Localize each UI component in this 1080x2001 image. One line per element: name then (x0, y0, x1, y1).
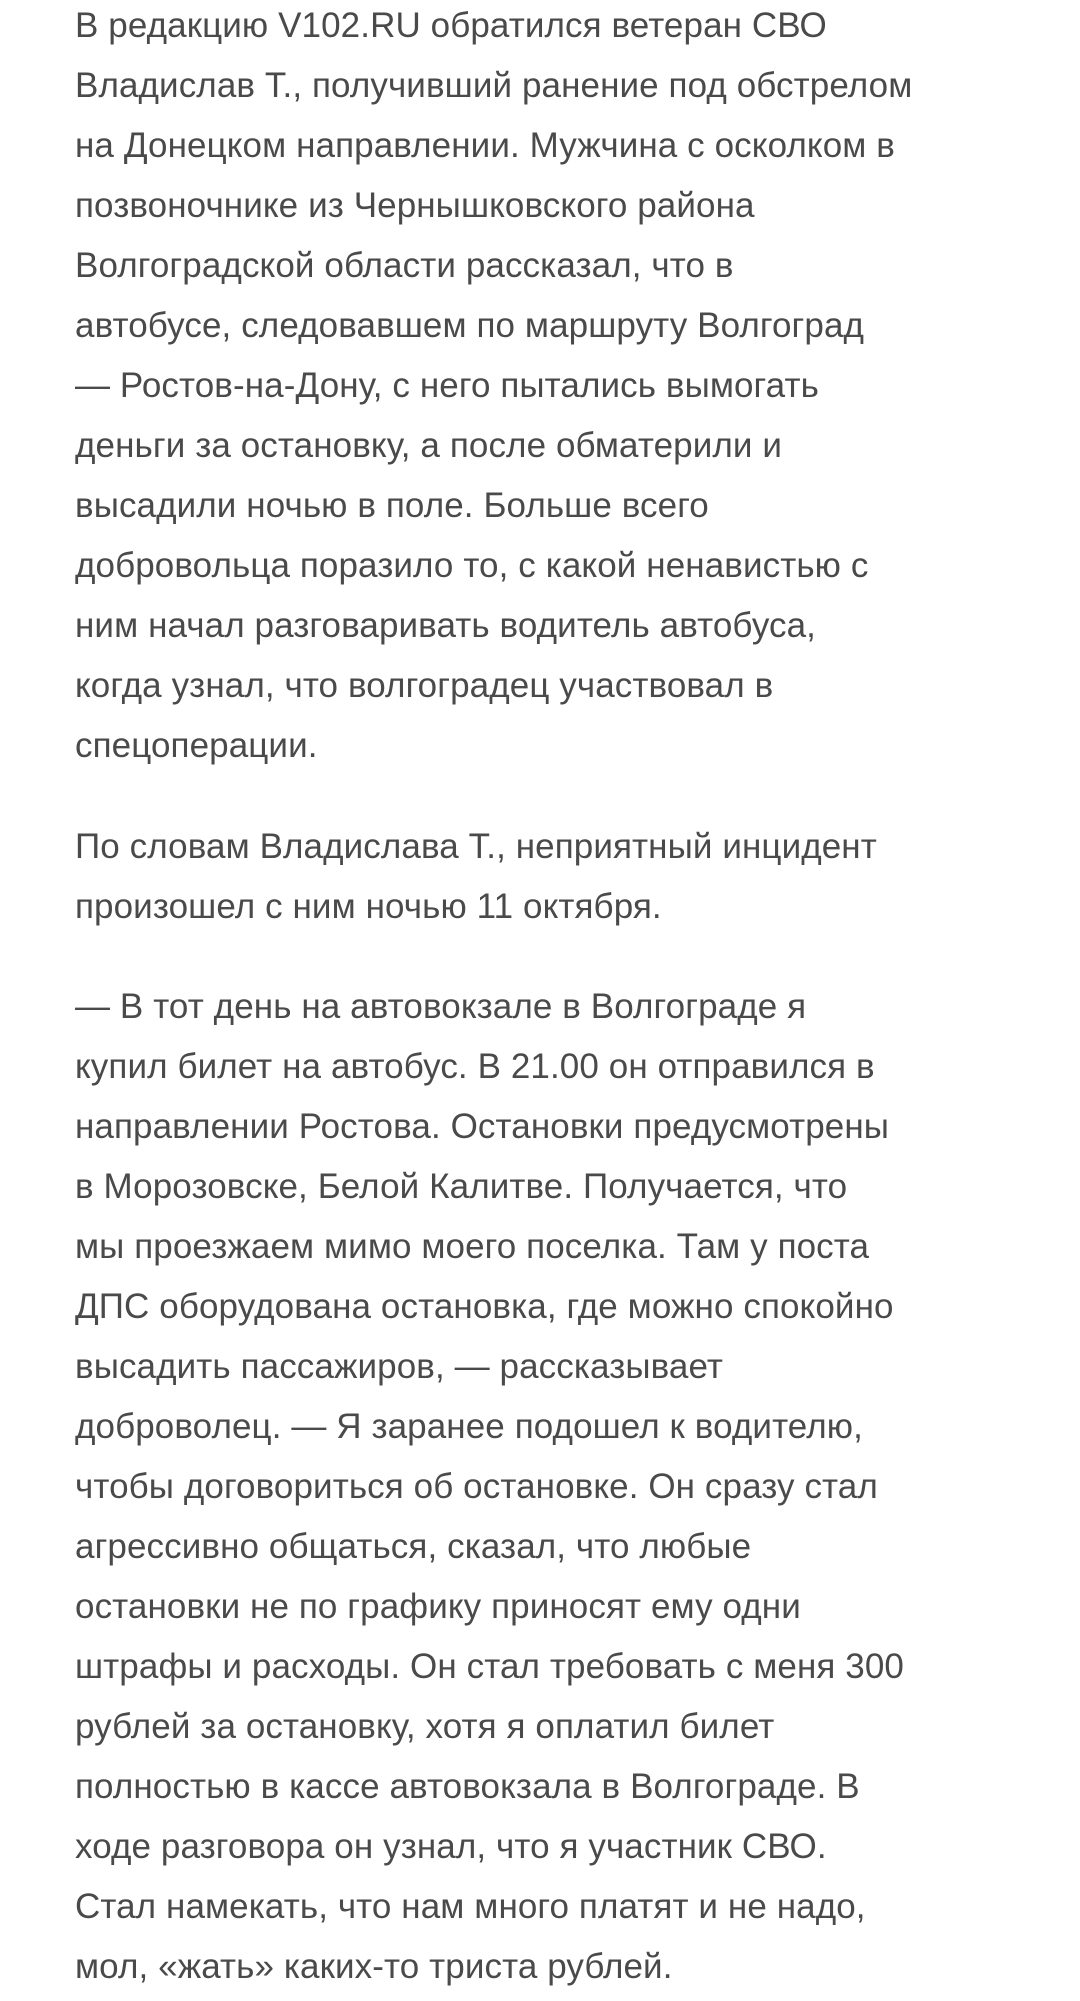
article-paragraph-3: — В тот день на автовокзале в Волгограде я купил билет на автобус. В 21.00 он отправился в направлении Ростова. Остановки предусмотрены в Морозовске, Белой Калитве. Получается, что мы проезжаем мимо моего поселка. Там у поста ДПС оборудована остановка, где можно спокойно высадить пассажиров, — рассказывает доброволец. — Я заранее подошел к водителю, чтобы договориться об остановке. Он сразу стал агрессивно общаться, сказал, что любые остановки не по графику приносят ему одни штрафы и расходы. Он стал требовать с меня 300 рублей за остановку, хотя я оплатил билет полностью в кассе автовокзала в Волгограде. В ходе разговора он узнал, что я участник СВО. Стал намекать, что нам много платят и не надо, мол, «жать» каких-то триста рублей. (75, 987, 904, 1986)
article-paragraph-1: В редакцию V102.RU обратился ветеран СВО Владислав Т., получивший ранение под обстрелом на Донецком направлении. Мужчина с осколком в позвоночнике из Чернышковского района Волгоградской области рассказал, что в автобусе, следовавшем по маршруту Волгоград — Ростов-на-Дону, с него пытались вымогать деньги за остановку, а после обматерили и высадили ночью в поле. Больше всего добровольца поразило то, с какой ненавистью с ним начал разговаривать водитель автобуса, когда узнал, что волгоградец участвовал в спецоперации. (75, 6, 913, 765)
article-paragraph-2: По словам Владислава Т., неприятный инцидент произошел с ним ночью 11 октября. (75, 827, 877, 926)
